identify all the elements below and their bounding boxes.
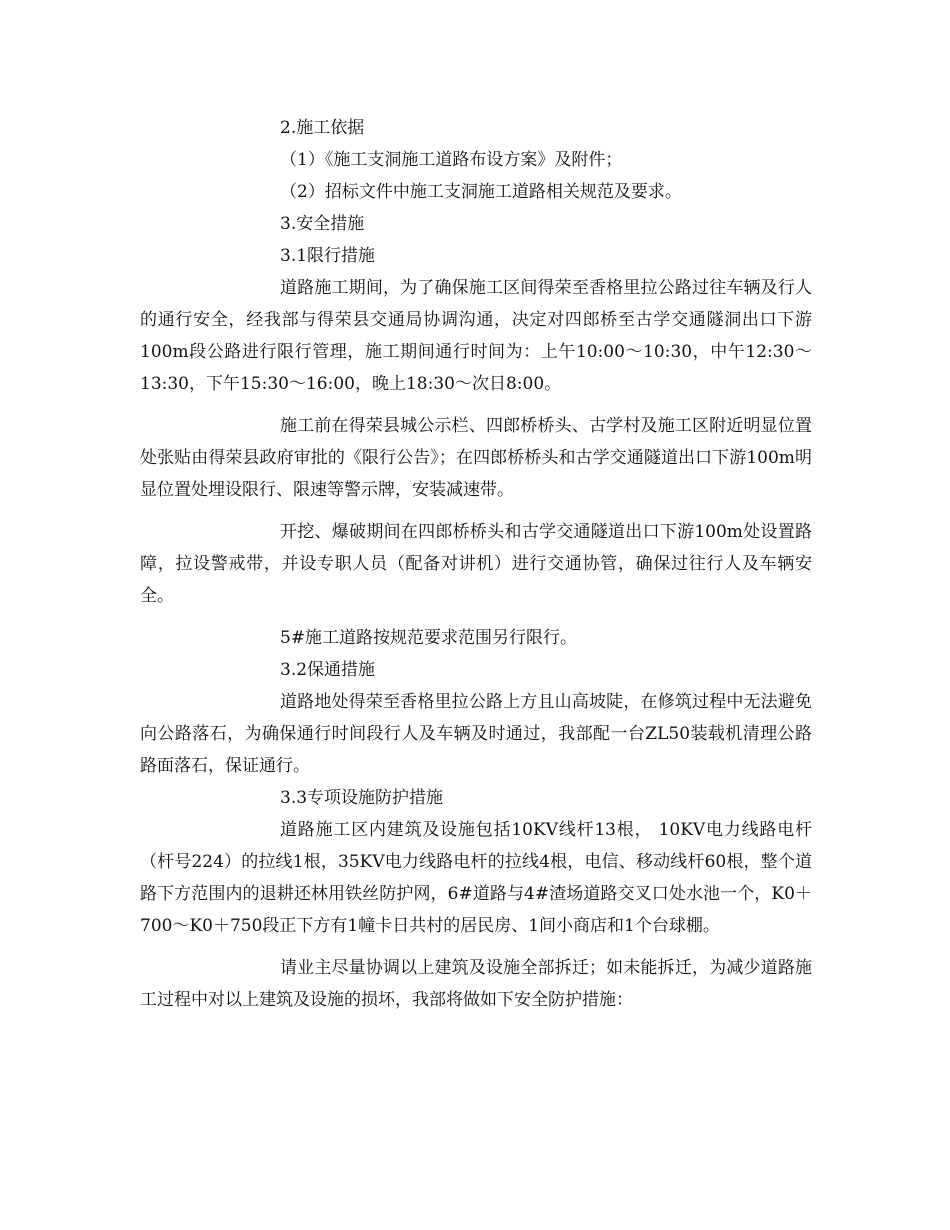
paragraph: 5#施工道路按规范要求范围另行限行。 (280, 628, 578, 648)
document-body (140, 112, 812, 1016)
paragraph: 道路地处得荣至香格里拉公路上方且山高坡陡，在修筑过程中无法避免向公路落石，为确保通行时间段行人及车辆及时通过，我部配一台ZL50装载机清理公路路面落石，保证通行。 (140, 692, 812, 776)
subsection-heading: 3.2保通措施 (280, 660, 376, 680)
subsection-heading: 3.1限行措施 (280, 246, 376, 266)
paragraph: 施工前在得荣县城公示栏、四郎桥桥头、古学村及施工区附近明显位置处张贴由得荣县政府审批的《限行公告》；在四郎桥桥头和古学交通隧道出口下游100m明显位置处埋设限行、限速等警示牌，安装减速带。 (140, 416, 812, 500)
reference-item: （2）招标文件中施工支洞施工道路相关规范及要求。 (280, 182, 682, 202)
subsection-heading: 3.3专项设施防护措施 (280, 788, 444, 808)
section-heading: 2.施工依据 (280, 118, 365, 138)
paragraph: 请业主尽量协调以上建筑及设施全部拆迁；如未能拆迁，为减少道路施工过程中对以上建筑及设施的损坏，我部将做如下安全防护措施： (140, 958, 812, 1010)
paragraph: 道路施工区内建筑及设施包括10KV线杆13根， 10KV电力线路电杆（杆号224）的拉线1根，35KV电力线路电杆的拉线4根，电信、移动线杆60根，整个道路下方范围内的退耕还林用铁丝防护网，6#道路与4#渣场道路交叉口处水池一个，K0＋700～K0＋750段正下方有1幢卡日共村的居民房、1间小商店和1个台球棚。 (140, 820, 812, 936)
section-heading: 3.安全措施 (280, 214, 365, 234)
paragraph: 道路施工期间，为了确保施工区间得荣至香格里拉公路过往车辆及行人的通行安全，经我部与得荣县交通局协调沟通，决定对四郎桥至古学交通隧洞出口下游100m段公路进行限行管理，施工期间通行时间为：上午10:00～10:30，中午12:30～13:30，下午15:30～16:00，晚上18:30～次日8:00。 (140, 278, 812, 394)
reference-item: （1）《施工支洞施工道路布设方案》及附件； (280, 150, 623, 170)
paragraph: 开挖、爆破期间在四郎桥桥头和古学交通隧道出口下游100m处设置路障，拉设警戒带，并设专职人员（配备对讲机）进行交通协管，确保过往行人及车辆安全。 (140, 522, 812, 606)
